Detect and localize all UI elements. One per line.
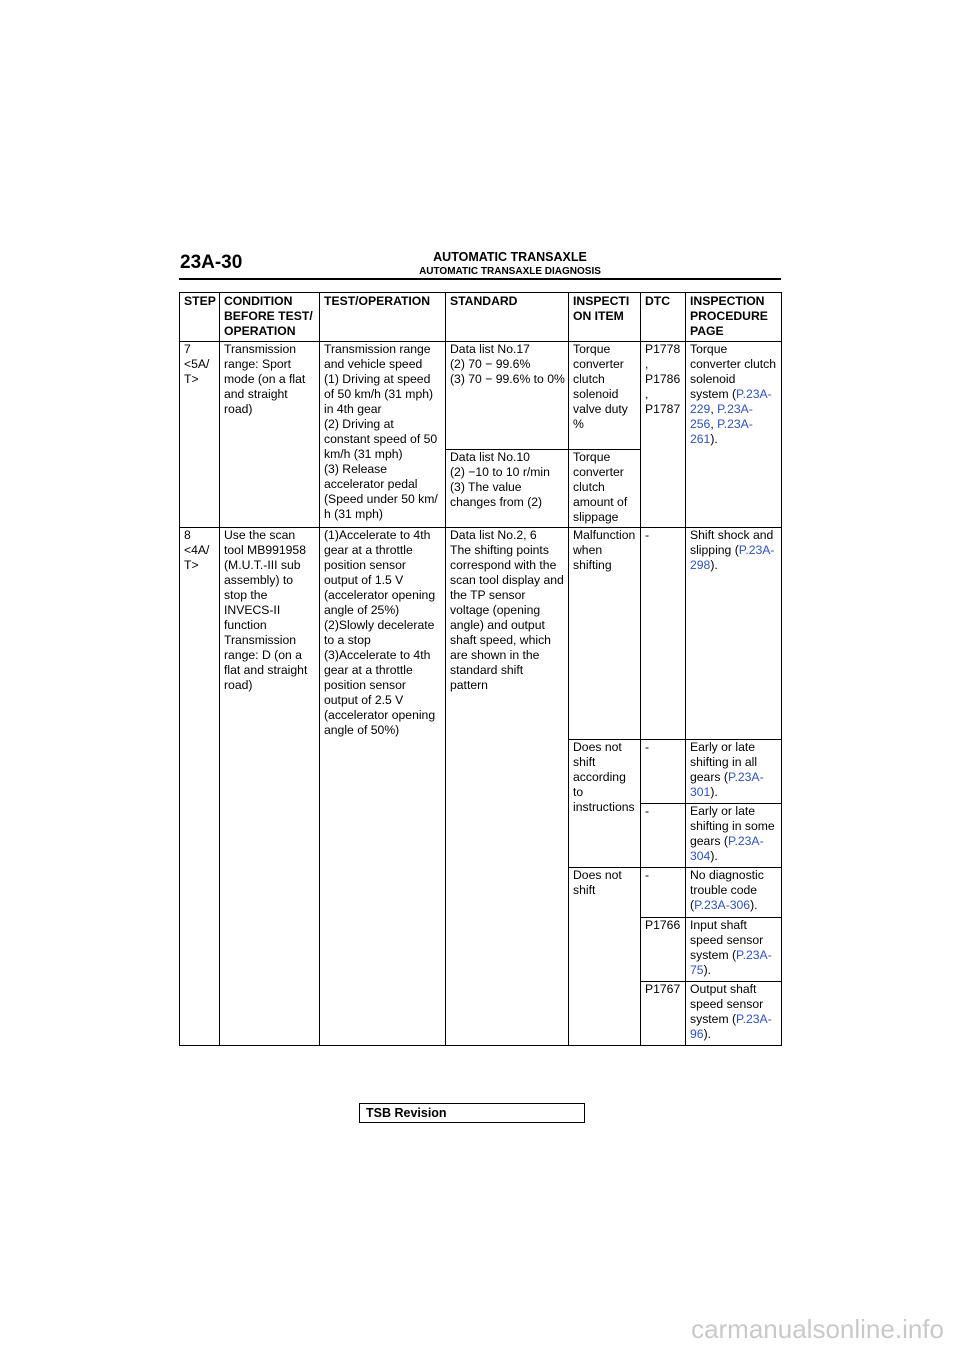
step-8-procedure-3: Early or late shifting in some gears (P.23A- 304). [686, 804, 782, 868]
step-8-procedure-5: Input shaft speed sensor system (P.23A- 75). [686, 918, 782, 982]
step-7-number: 7 <5A/ T> [180, 342, 220, 528]
step-8-number: 8 <4A/ T> [180, 528, 220, 1046]
header-dtc: DTC [641, 293, 686, 342]
step-8-procedure-6: Output shaft speed sensor system (P.23A- 96). [686, 982, 782, 1046]
step-8-standard: Data list No.2, 6 The shifting points correspond with the scan tool display and the TP sensor voltage (opening angle) and output shaft speed, which are shown in the standard shift pattern [446, 528, 569, 1046]
step-8-item-not-according: Does not shift according to instructions [569, 740, 641, 868]
procedure-link[interactable]: P.23A- [717, 417, 753, 431]
table-header-row [180, 293, 782, 342]
header-procedure-page: INSPECTION PROCEDURE PAGE [686, 293, 782, 342]
step-8-condition: Use the scan tool MB991958 (M.U.T.-III sub assembly) to stop the INVECS-II function Transmission range: D (on a flat and straight road) [220, 528, 320, 1046]
table-row [180, 528, 782, 740]
procedure-link[interactable]: P.23A- [736, 1012, 772, 1026]
step-8-item-malfunction: Malfunction when shifting [569, 528, 641, 740]
step-8-dtc-2: - [641, 740, 686, 804]
step-8-procedure-1: Shift shock and slipping (P.23A- 298). [686, 528, 782, 740]
procedure-link[interactable]: 304 [690, 849, 711, 863]
step-8-procedure-4: No diagnostic trouble code (P.23A-306). [686, 868, 782, 918]
watermark: carmanualsonline.info [691, 1314, 944, 1344]
step-7-item-slippage: Torque converter clutch amount of slippage [569, 450, 641, 528]
tsb-revision-box: TSB Revision [359, 1103, 585, 1123]
procedure-link[interactable]: P.23A- [717, 402, 753, 416]
procedure-link[interactable]: 298 [690, 558, 711, 572]
procedure-link[interactable]: P.23A- [736, 387, 772, 401]
procedure-link[interactable]: 256 [690, 417, 711, 431]
section-subtitle: AUTOMATIC TRANSAXLE DIAGNOSIS [419, 266, 601, 277]
page-number: 23A-30 [180, 252, 243, 273]
step-8-dtc-1: - [641, 528, 686, 740]
procedure-link[interactable]: P.23A- [727, 834, 764, 848]
diagnosis-table [179, 292, 782, 1046]
step-8-item-does-not-shift: Does not shift [569, 868, 641, 1046]
step-7-item-duty: Torque converter clutch solenoid valve duty % [569, 342, 641, 450]
procedure-link[interactable]: 301 [690, 785, 711, 799]
section-title: AUTOMATIC TRANSAXLE [433, 250, 587, 264]
step-8-dtc-6: P1767 [641, 982, 686, 1046]
step-8-dtc-3: - [641, 804, 686, 868]
step-7-test: Transmission range and vehicle speed (1) Driving at speed of 50 km/h (31 mph) in 4th gear (2) Driving at constant speed of 50 km/h (31 mph) (3) Release accelerator pedal (Speed under 50 km/ h (31 mph) [320, 342, 446, 528]
step-7-procedure: Torque converter clutch solenoid system (P.23A- 229, P.23A- 256, P.23A- 261). [686, 342, 782, 528]
procedure-link[interactable]: 96 [690, 1027, 704, 1041]
header-rule [179, 278, 781, 280]
step-7-dtc: P1778 , P1786 , P1787 [641, 342, 686, 528]
procedure-link[interactable]: P.23A- [736, 948, 772, 962]
step-8-procedure-2: Early or late shifting in all gears (P.23A- 301). [686, 740, 782, 804]
header-step: STEP [180, 293, 220, 342]
header-condition: CONDITION BEFORE TEST/ OPERATION [220, 293, 320, 342]
procedure-link[interactable]: P.23A- [727, 770, 764, 784]
step-8-dtc-4: - [641, 868, 686, 918]
procedure-link[interactable]: P.23A-306 [694, 898, 751, 912]
step-7-standard-duty: Data list No.17 (2) 70 − 99.6% (3) 70 − 99.6% to 0% [446, 342, 569, 450]
step-7-condition: Transmission range: Sport mode (on a flat and straight road) [220, 342, 320, 528]
header-standard: STANDARD [446, 293, 569, 342]
header-inspection-item: INSPECTI ON ITEM [569, 293, 641, 342]
procedure-link[interactable]: P.23A- [738, 543, 775, 557]
procedure-link[interactable]: 261 [690, 432, 711, 446]
procedure-link[interactable]: 229 [690, 402, 711, 416]
step-8-dtc-5: P1766 [641, 918, 686, 982]
table-row [180, 342, 782, 450]
procedure-link[interactable]: 75 [690, 963, 704, 977]
step-8-test: (1)Accelerate to 4th gear at a throttle position sensor output of 1.5 V (accelerator opening angle of 25%) (2)Slowly decelerate to a stop (3)Accelerate to 4th gear at a throttle position sensor output of 2.5 V (accelerator opening angle of 50%) [320, 528, 446, 1046]
header-test-operation: TEST/OPERATION [320, 293, 446, 342]
step-7-standard-slippage: Data list No.10 (2) −10 to 10 r/min (3) The value changes from (2) [446, 450, 569, 528]
